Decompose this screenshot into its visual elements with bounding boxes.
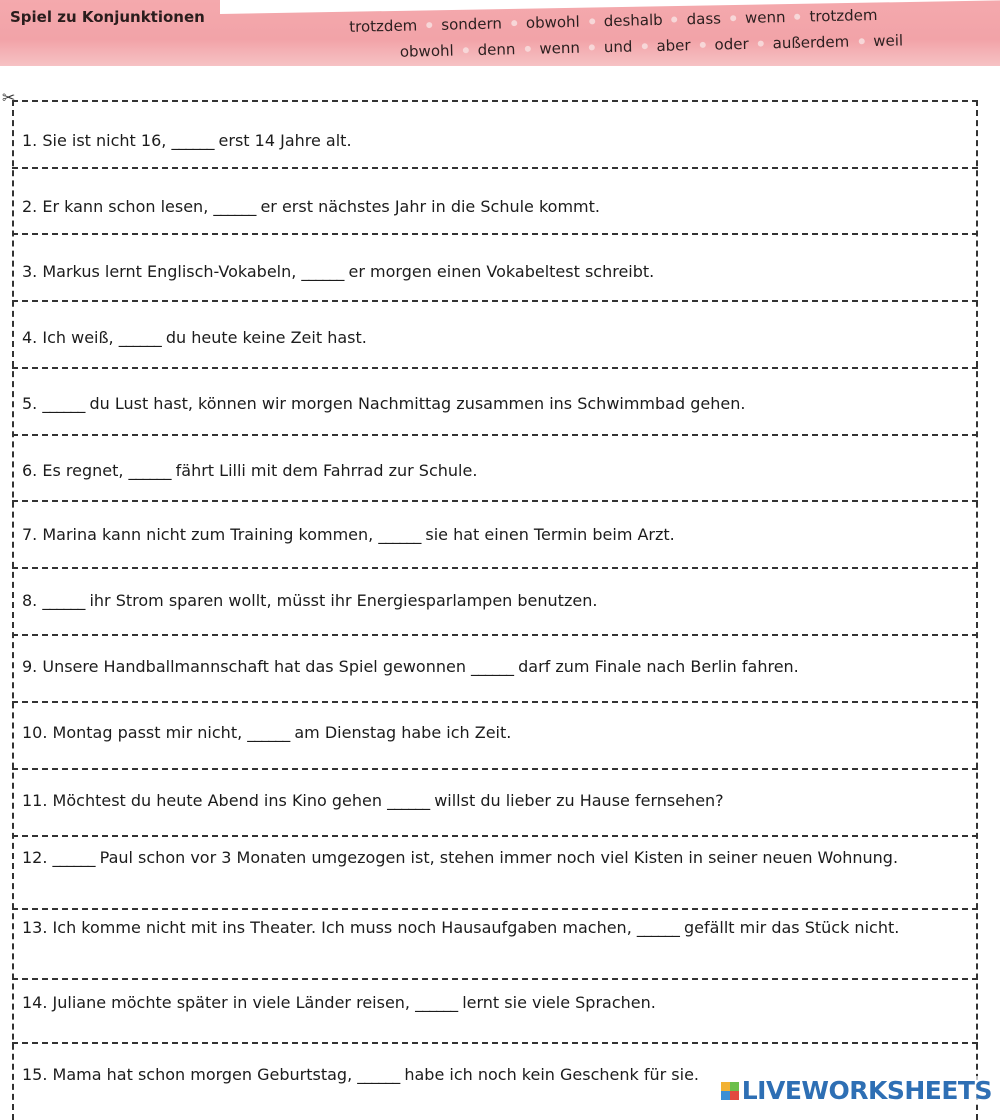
item-text-after: lernt sie viele Sprachen. xyxy=(457,993,656,1012)
bullet-dot xyxy=(641,43,647,49)
answer-blank[interactable]: ______ xyxy=(128,461,171,480)
item-number: 11. xyxy=(22,791,48,810)
cut-line xyxy=(12,434,978,436)
bullet-dot xyxy=(730,15,736,21)
bullet-dot xyxy=(589,44,595,50)
item-text-after: habe ich noch kein Geschenk für sie. xyxy=(399,1065,700,1084)
item-number: 13. xyxy=(22,918,48,937)
bullet-dot xyxy=(589,18,595,24)
cut-line xyxy=(12,835,978,837)
word-bank-word[interactable]: dass xyxy=(686,9,722,29)
word-bank-word[interactable]: wenn xyxy=(744,8,786,27)
answer-blank[interactable]: ______ xyxy=(42,394,85,413)
logo-square xyxy=(721,1091,730,1100)
item-text-after: fährt Lilli mit dem Fahrrad zur Schule. xyxy=(170,461,478,480)
word-bank-word[interactable]: und xyxy=(603,37,633,57)
item-text-after: gefällt mir das Stück nicht. xyxy=(678,918,900,937)
word-bank-word[interactable]: trotzdem xyxy=(349,16,418,36)
bullet-dot xyxy=(426,22,432,28)
logo-text: LIVEWORKSHEETS xyxy=(741,1076,992,1105)
item-number: 15. xyxy=(22,1065,48,1084)
item-text-before: Marina kann nicht zum Training kommen, xyxy=(42,525,379,544)
item-text-before: Montag passt mir nicht, xyxy=(52,723,248,742)
word-bank-word[interactable]: weil xyxy=(873,31,904,51)
answer-blank[interactable]: ______ xyxy=(247,723,290,742)
scissors-icon: ✂ xyxy=(2,88,16,107)
word-bank-word[interactable]: obwohl xyxy=(399,41,454,61)
item-text-before: Er kann schon lesen, xyxy=(42,197,214,216)
item-text-after: sie hat einen Termin beim Arzt. xyxy=(420,525,675,544)
item-number: 6. xyxy=(22,461,38,480)
item-text-before: Mama hat schon morgen Geburtstag, xyxy=(52,1065,358,1084)
item-text-after: erst 14 Jahre alt. xyxy=(213,131,352,150)
item-text-after: du Lust hast, können wir morgen Nachmittag zusammen ins Schwimmbad gehen. xyxy=(84,394,746,413)
cut-line xyxy=(12,300,978,302)
cut-line xyxy=(12,1042,978,1044)
exercise-item xyxy=(22,989,962,1016)
answer-blank[interactable]: ______ xyxy=(118,328,161,347)
word-bank-word[interactable]: obwohl xyxy=(525,12,580,32)
cut-line xyxy=(12,167,978,169)
cut-line xyxy=(12,768,978,770)
item-text-before: Es regnet, xyxy=(42,461,129,480)
item-text-before: Juliane möchte später in viele Länder reisen, xyxy=(52,993,416,1012)
item-number: 2. xyxy=(22,197,38,216)
bullet-dot xyxy=(858,38,864,44)
word-bank-word[interactable]: aber xyxy=(656,36,691,55)
cut-line xyxy=(12,567,978,569)
answer-blank[interactable]: ______ xyxy=(636,918,679,937)
answer-blank[interactable]: ______ xyxy=(42,591,85,610)
exercise-item xyxy=(22,844,962,871)
item-text-after: willst du lieber zu Hause fernsehen? xyxy=(429,791,724,810)
answer-blank[interactable]: ______ xyxy=(387,791,430,810)
item-number: 4. xyxy=(22,328,38,347)
item-text-after: er erst nächstes Jahr in die Schule kommt. xyxy=(255,197,600,216)
cut-line xyxy=(12,978,978,980)
page-title: Spiel zu Konjunktionen xyxy=(10,8,205,26)
bullet-dot xyxy=(511,20,517,26)
answer-blank[interactable]: ______ xyxy=(301,262,344,281)
bullet-dot xyxy=(672,16,678,22)
item-text-after: du heute keine Zeit hast. xyxy=(160,328,367,347)
cut-line xyxy=(12,908,978,910)
item-number: 14. xyxy=(22,993,48,1012)
item-text-before: Ich komme nicht mit ins Theater. Ich muss noch Hausaufgaben machen, xyxy=(52,918,637,937)
item-text-after: er morgen einen Vokabeltest schreibt. xyxy=(343,262,655,281)
item-number: 5. xyxy=(22,394,38,413)
exercise-item xyxy=(22,457,962,484)
item-text-before: Sie ist nicht 16, xyxy=(42,131,172,150)
cut-line xyxy=(12,500,978,502)
exercise-item xyxy=(22,719,962,746)
answer-blank[interactable]: ______ xyxy=(357,1065,400,1084)
bullet-dot xyxy=(524,46,530,52)
bullet-dot xyxy=(758,41,764,47)
word-bank-word[interactable]: außerdem xyxy=(772,32,850,53)
item-number: 9. xyxy=(22,657,38,676)
answer-blank[interactable]: ______ xyxy=(415,993,458,1012)
logo-square xyxy=(730,1091,739,1100)
item-number: 10. xyxy=(22,723,48,742)
item-text-before: Markus lernt Englisch-Vokabeln, xyxy=(42,262,302,281)
bullet-dot xyxy=(699,42,705,48)
cut-line xyxy=(12,233,978,235)
item-text-before: Unsere Handballmannschaft hat das Spiel gewonnen xyxy=(42,657,472,676)
exercise-item xyxy=(22,193,962,220)
item-number: 7. xyxy=(22,525,38,544)
exercise-item xyxy=(22,258,962,285)
item-text-before: Ich weiß, xyxy=(42,328,119,347)
item-number: 12. xyxy=(22,848,48,867)
logo-square xyxy=(730,1082,739,1091)
word-bank-word[interactable]: deshalb xyxy=(603,10,663,31)
logo-mark-icon xyxy=(721,1082,739,1100)
exercise-item xyxy=(22,787,962,814)
exercise-item xyxy=(22,587,962,614)
item-text-after: Paul schon vor 3 Monaten umgezogen ist, stehen immer noch viel Kisten in seiner neuen Wohnung. xyxy=(94,848,899,867)
word-bank-word[interactable]: oder xyxy=(714,34,749,54)
exercise-item xyxy=(22,390,962,417)
word-bank-word[interactable]: denn xyxy=(477,40,516,59)
cut-line xyxy=(12,367,978,369)
answer-blank[interactable]: ______ xyxy=(213,197,256,216)
answer-blank[interactable]: ______ xyxy=(378,525,421,544)
item-text-after: am Dienstag habe ich Zeit. xyxy=(289,723,512,742)
answer-blank[interactable]: ______ xyxy=(52,848,95,867)
item-number: 3. xyxy=(22,262,38,281)
logo-square xyxy=(721,1082,730,1091)
exercise-item xyxy=(22,521,962,548)
cut-line xyxy=(12,634,978,636)
cut-line xyxy=(12,100,978,102)
word-bank-word[interactable]: trotzdem xyxy=(809,5,878,26)
liveworksheets-logo xyxy=(721,1076,992,1105)
exercise-item xyxy=(22,127,962,154)
cut-line xyxy=(12,701,978,703)
item-text-after: darf zum Finale nach Berlin fahren. xyxy=(513,657,799,676)
word-bank-word[interactable]: sondern xyxy=(441,14,503,34)
exercise-item xyxy=(22,324,962,351)
item-number: 1. xyxy=(22,131,38,150)
item-text-after: ihr Strom sparen wollt, müsst ihr Energiesparlampen benutzen. xyxy=(84,591,598,610)
exercise-item xyxy=(22,653,962,680)
bullet-dot xyxy=(463,47,469,53)
answer-blank[interactable]: ______ xyxy=(171,131,214,150)
word-bank-word[interactable]: wenn xyxy=(539,38,581,58)
item-number: 8. xyxy=(22,591,38,610)
answer-blank[interactable]: ______ xyxy=(471,657,514,676)
bullet-dot xyxy=(794,14,800,20)
item-text-before: Möchtest du heute Abend ins Kino gehen xyxy=(52,791,388,810)
exercise-item xyxy=(22,914,962,941)
